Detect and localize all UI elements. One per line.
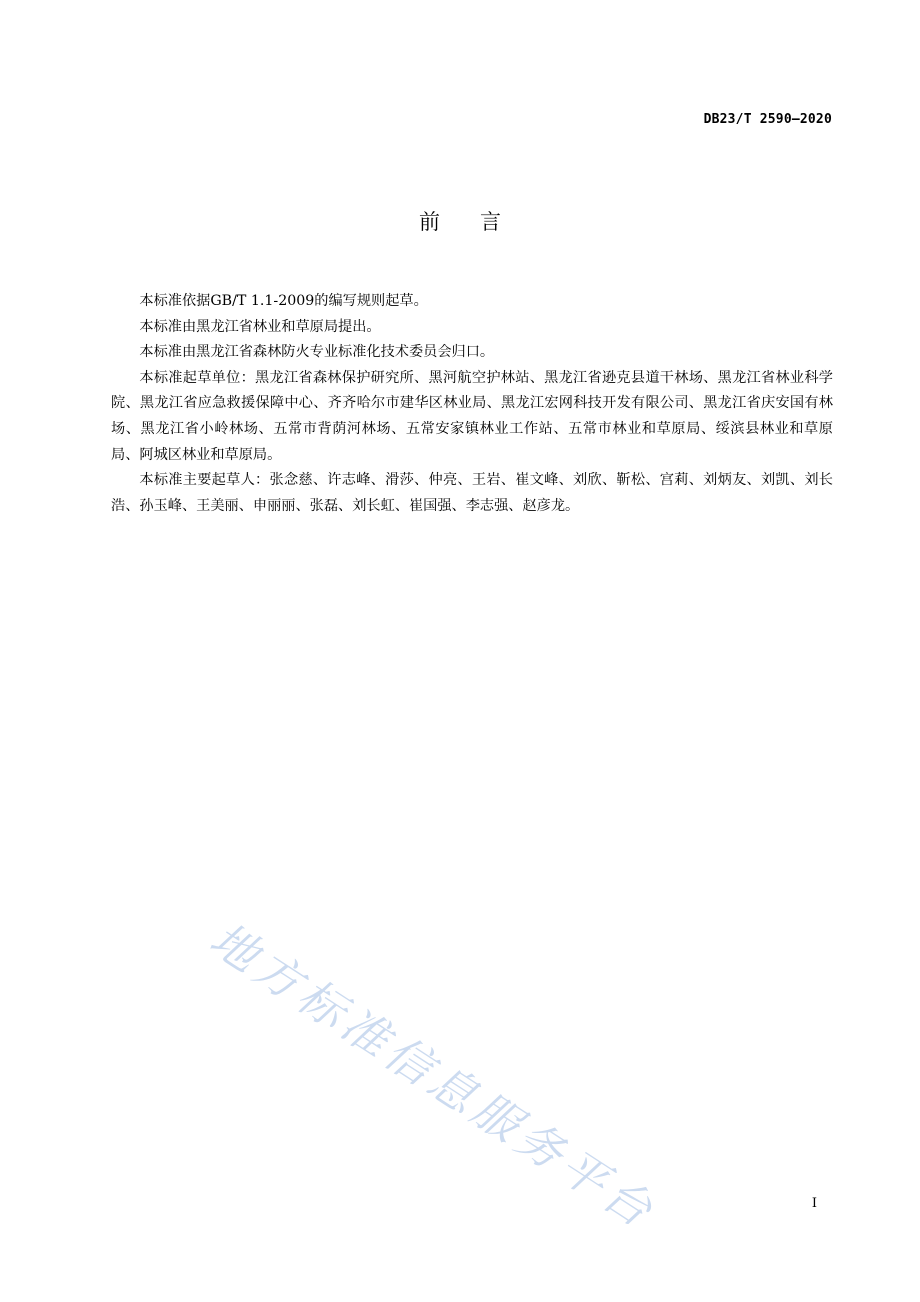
foreword-body (111, 289, 833, 519)
paragraph-proposer: 本标准由黑龙江省林业和草原局提出。 (139, 318, 381, 335)
document-code: DB23/T 2590—2020 (703, 112, 832, 127)
paragraph-drafting-rules: 本标准依据GB/T 1.1-2009的编写规则起草。 (139, 293, 428, 309)
page-title: 前言 (419, 210, 541, 234)
watermark: 地方标准信息服务平台 (200, 911, 667, 1241)
paragraph-drafters: 本标准主要起草人：张念慈、许志峰、滑莎、仲亮、王岩、崔文峰、刘欣、靳松、宫莉、刘炳友、刘凯、刘长浩、孙玉峰、王美丽、申丽丽、张磊、刘长虹、崔国强、李志强、赵彦龙。 (111, 472, 833, 514)
paragraph-administrator: 本标准由黑龙江省森林防火专业标准化技术委员会归口。 (139, 344, 495, 361)
page-number: I (811, 1196, 817, 1211)
paragraph-drafting-units: 本标准起草单位：黑龙江省森林保护研究所、黑河航空护林站、黑龙江省逊克县道干林场、黑龙江省林业科学院、黑龙江省应急救援保障中心、齐齐哈尔市建华区林业局、黑龙江宏网科技开发有限公司、黑龙江省庆安国有林场、黑龙江省小岭林场、五常市背荫河林场、五常安家镇林业工作站、五常市林业和草原局、绥滨县林业和草原局、阿城区林业和草原局。 (111, 369, 833, 463)
